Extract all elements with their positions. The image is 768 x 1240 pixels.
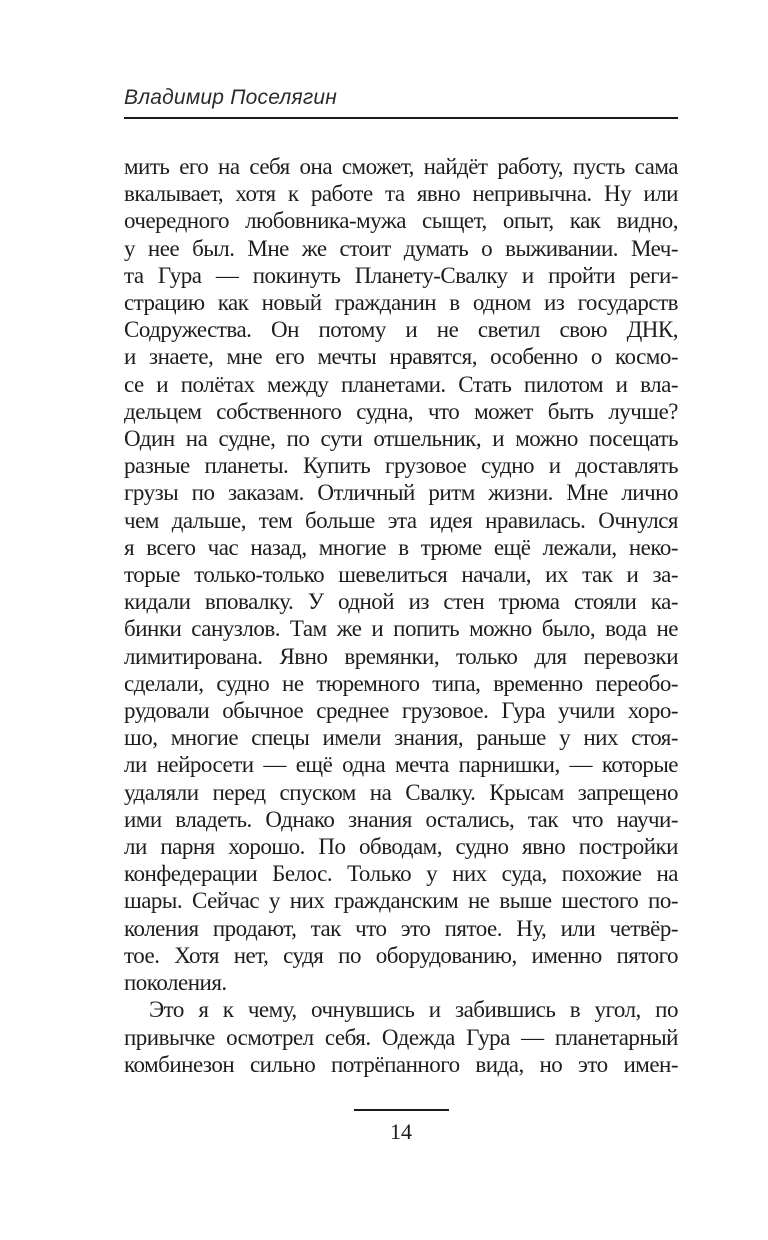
text-line: очередного любовника-мужа сыщет, опыт, как видно, — [124, 208, 678, 234]
text-line: сделали, судно не тюремного типа, временно переобо- — [124, 670, 678, 696]
text-line: се и полётах между планетами. Стать пилотом и вла- — [124, 371, 678, 397]
footer-divider — [354, 1109, 449, 1111]
author-running-header: Владимир Поселягин — [124, 86, 338, 109]
text-line: удаляли перед спуском на Свалку. Крысам запрещено — [124, 779, 678, 805]
text-line: грузы по заказам. Отличный ритм жизни. Мне лично — [124, 480, 678, 506]
text-line: разные планеты. Купить грузовое судно и доставлять — [124, 453, 678, 479]
text-line: бинки санузлов. Там же и попить можно было, вода не — [124, 616, 678, 642]
text-line: коления продают, так что это пятое. Ну, или четвёр- — [124, 915, 678, 941]
text-line: шары. Сейчас у них гражданским не выше шестого по- — [124, 888, 678, 914]
page-number: 14 — [390, 1119, 412, 1144]
text-line: привычке осмотрел себя. Одежда Гура — планетарный — [124, 1024, 678, 1050]
text-line: кидали вповалку. У одной из стен трюма стояли ка- — [124, 589, 678, 615]
text-line: Это я к чему, очнувшись и забившись в угол, по — [149, 997, 678, 1023]
text-line: у нее был. Мне же стоит думать о выживании. Меч- — [124, 235, 678, 261]
text-line: тое. Хотя нет, судя по оборудованию, именно пятого — [124, 942, 678, 968]
text-line: Один на судне, по сути отшельник, и можно посещать — [124, 426, 678, 452]
text-line: я всего час назад, многие в трюме ещё лежали, неко- — [124, 534, 678, 560]
text-line: чем дальше, тем больше эта идея нравилась. Очнулся — [124, 507, 678, 533]
text-line: ли парня хорошо. По обводам, судно явно постройки — [124, 834, 678, 860]
text-line: мить его на себя она сможет, найдёт работу, пусть сама — [124, 154, 678, 179]
header-divider — [124, 117, 678, 119]
text-line: рудовали обычное среднее грузовое. Гура учили хоро- — [124, 698, 678, 724]
text-line: вкалывает, хотя к работе та явно непривычна. Ну или — [124, 181, 678, 207]
text-line: страцию как новый гражданин в одном из государств — [124, 290, 678, 316]
text-line: комбинезон сильно потрёпанного вида, но это имен- — [124, 1051, 678, 1077]
text-line: ими владеть. Однако знания остались, так что научи- — [124, 806, 678, 832]
text-line: шо, многие спецы имели знания, раньше у них стоя- — [124, 725, 678, 751]
text-line: та Гура — покинуть Планету-Свалку и пройти реги- — [124, 262, 678, 288]
text-line: Содружества. Он потому и не светил свою ДНК, — [124, 317, 678, 343]
text-line: дельцем собственного судна, что может быть лучше? — [124, 398, 678, 424]
text-line: и знаете, мне его мечты нравятся, особенно о космо- — [124, 344, 678, 370]
text-line: лимитирована. Явно времянки, только для перевозки — [124, 643, 678, 669]
paragraph — [124, 153, 678, 996]
paragraph — [124, 996, 678, 1078]
text-line: конфедерации Белос. Только у них суда, похожие на — [124, 861, 678, 887]
text-line: торые только-только шевелиться начали, их так и за- — [124, 562, 678, 588]
text-line: ли нейросети — ещё одна мечта парнишки, — которые — [124, 752, 678, 778]
page-body-text — [124, 153, 678, 1078]
text-line: поколения. — [124, 970, 227, 996]
